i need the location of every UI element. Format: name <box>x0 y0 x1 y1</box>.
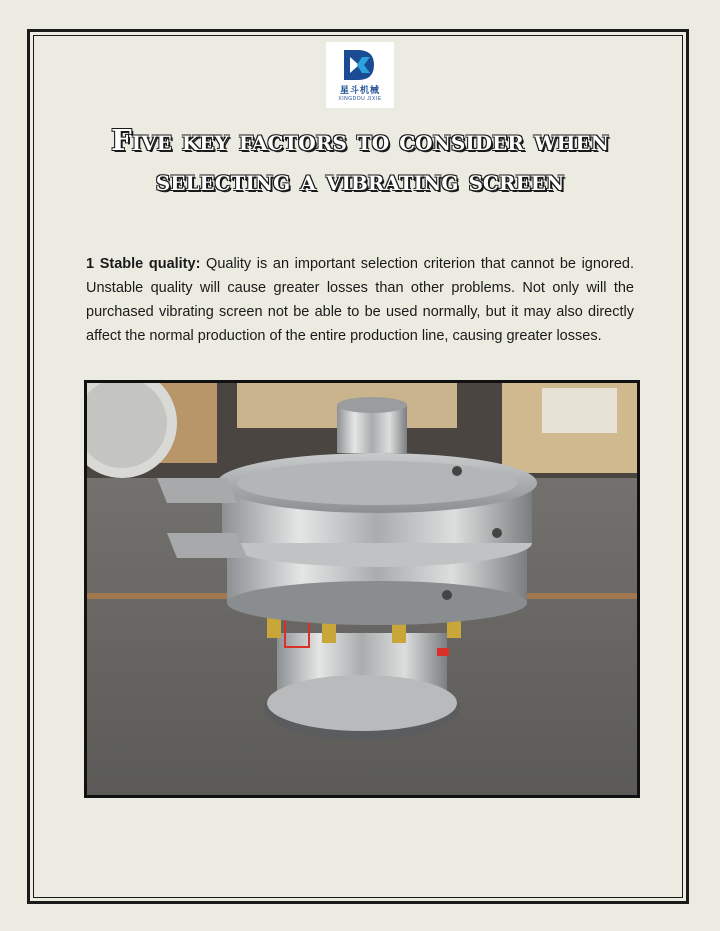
logo-chinese-text: 星斗机械 <box>339 86 380 96</box>
logo-english-text: XINGDOU JIXIE <box>338 96 382 102</box>
section-1-paragraph <box>86 252 634 348</box>
section-1-text: Quality is an important selection criterion that cannot be ignored. Unstable quality will cause greater losses than other problems. Not only will the purchased vibrating screen not be able to be used normally, but it may also directly affect the normal production of the entire production line, causing greater losses. <box>86 256 634 344</box>
xingdou-logo-icon <box>342 48 378 82</box>
page-title: Five key factors to consider when selecting a vibrating screen <box>111 123 609 197</box>
company-logo <box>326 42 394 108</box>
vibrating-screen-illustration <box>87 383 637 795</box>
section-1-heading: 1 Stable quality: <box>86 256 201 272</box>
vibrating-screen-photo <box>84 380 640 798</box>
